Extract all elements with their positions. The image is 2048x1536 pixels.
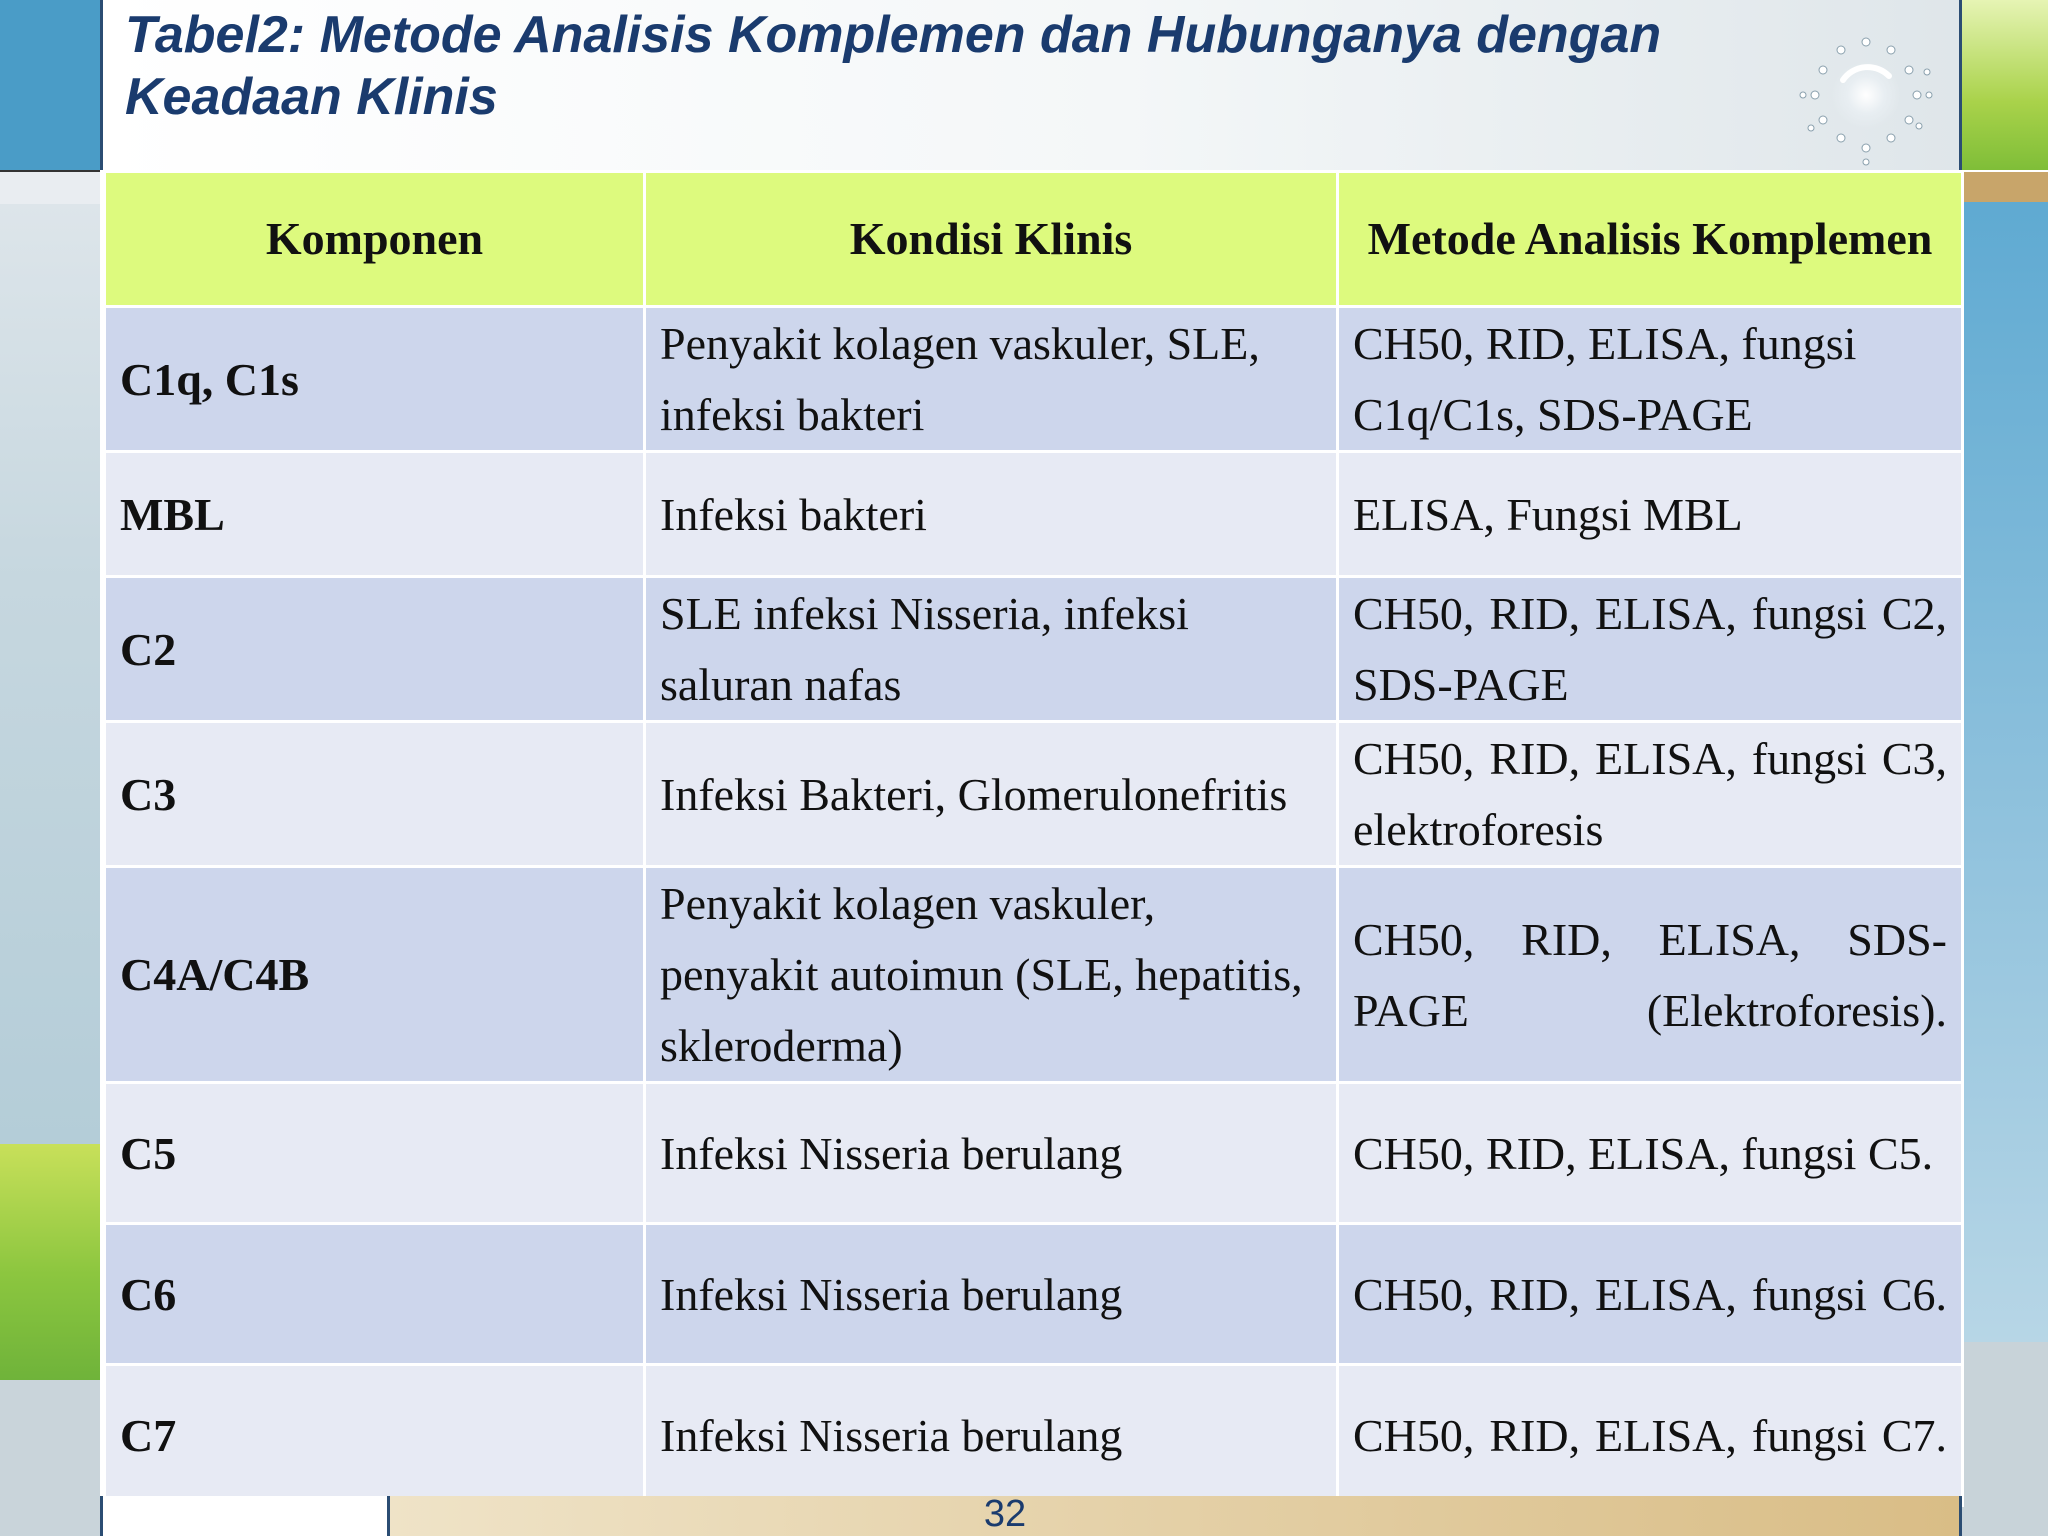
right-green-panel: [1962, 0, 2048, 170]
cell-komponen: C7: [105, 1365, 645, 1506]
right-brown-strip: [1962, 172, 2048, 202]
footer-segment-left: [100, 1496, 390, 1536]
cell-komponen: C1q, C1s: [105, 307, 645, 452]
table-header-row: [105, 172, 1963, 307]
header-metode-analisis: Metode Analisis Komplemen: [1338, 172, 1963, 307]
sparkle-icon: [1791, 20, 1941, 170]
table-row: [105, 452, 1963, 577]
cell-komponen: C3: [105, 722, 645, 867]
cell-metode: ELISA, Fungsi MBL: [1338, 452, 1963, 577]
complement-table: [103, 170, 1964, 1507]
table-row: [105, 1365, 1963, 1506]
cell-kondisi: Penyakit kolagen vaskuler, SLE, infeksi bakteri: [645, 307, 1338, 452]
cell-kondisi: SLE infeksi Nisseria, infeksi saluran nafas: [645, 577, 1338, 722]
table-row: [105, 1224, 1963, 1365]
footer-segment-right: [390, 1496, 1962, 1536]
left-gray-panel: [0, 1380, 100, 1536]
cell-komponen: C5: [105, 1083, 645, 1224]
table-row: [105, 1083, 1963, 1224]
cell-kondisi: Penyakit kolagen vaskuler, penyakit autoimun (SLE, hepatitis, skleroderma): [645, 867, 1338, 1083]
cell-komponen: C4A/C4B: [105, 867, 645, 1083]
title-area: [100, 0, 1962, 170]
corner-block-light: [0, 170, 100, 206]
right-blue-panel: [1962, 202, 2048, 1342]
left-green-panel: [0, 1144, 100, 1380]
corner-block-blue: [0, 0, 100, 170]
cell-metode: CH50, RID, ELISA, fungsi C2, SDS-PAGE: [1338, 577, 1963, 722]
header-komponen: Komponen: [105, 172, 645, 307]
header-kondisi-klinis: Kondisi Klinis: [645, 172, 1338, 307]
cell-kondisi: Infeksi Nisseria berulang: [645, 1224, 1338, 1365]
cell-kondisi: Infeksi bakteri: [645, 452, 1338, 577]
table-row: [105, 867, 1963, 1083]
cell-metode: CH50, RID, ELISA, fungsi C6.: [1338, 1224, 1963, 1365]
page-number: 32: [983, 1493, 1027, 1535]
cell-metode: CH50, RID, ELISA, fungsi C3, elektroforesis: [1338, 722, 1963, 867]
cell-komponen: MBL: [105, 452, 645, 577]
cell-kondisi: Infeksi Nisseria berulang: [645, 1083, 1338, 1224]
table-row: [105, 577, 1963, 722]
cell-kondisi: Infeksi Nisseria berulang: [645, 1365, 1338, 1506]
right-gray-panel: [1962, 1342, 2048, 1536]
cell-metode: CH50, RID, ELISA, SDS-PAGE (Elektroforesis).: [1338, 867, 1963, 1083]
cell-kondisi: Infeksi Bakteri, Glomerulonefritis: [645, 722, 1338, 867]
slide-title: Tabel2: Metode Analisis Komplemen dan Hubunganya dengan Keadaan Klinis: [125, 6, 1662, 126]
table-row: [105, 307, 1963, 452]
cell-komponen: C2: [105, 577, 645, 722]
table-row: [105, 722, 1963, 867]
cell-metode: CH50, RID, ELISA, fungsi C7.: [1338, 1365, 1963, 1506]
cell-komponen: C6: [105, 1224, 645, 1365]
left-side-panel: [0, 204, 100, 1144]
cell-metode: CH50, RID, ELISA, fungsi C5.: [1338, 1083, 1963, 1224]
cell-metode: CH50, RID, ELISA, fungsi C1q/C1s, SDS-PAGE: [1338, 307, 1963, 452]
